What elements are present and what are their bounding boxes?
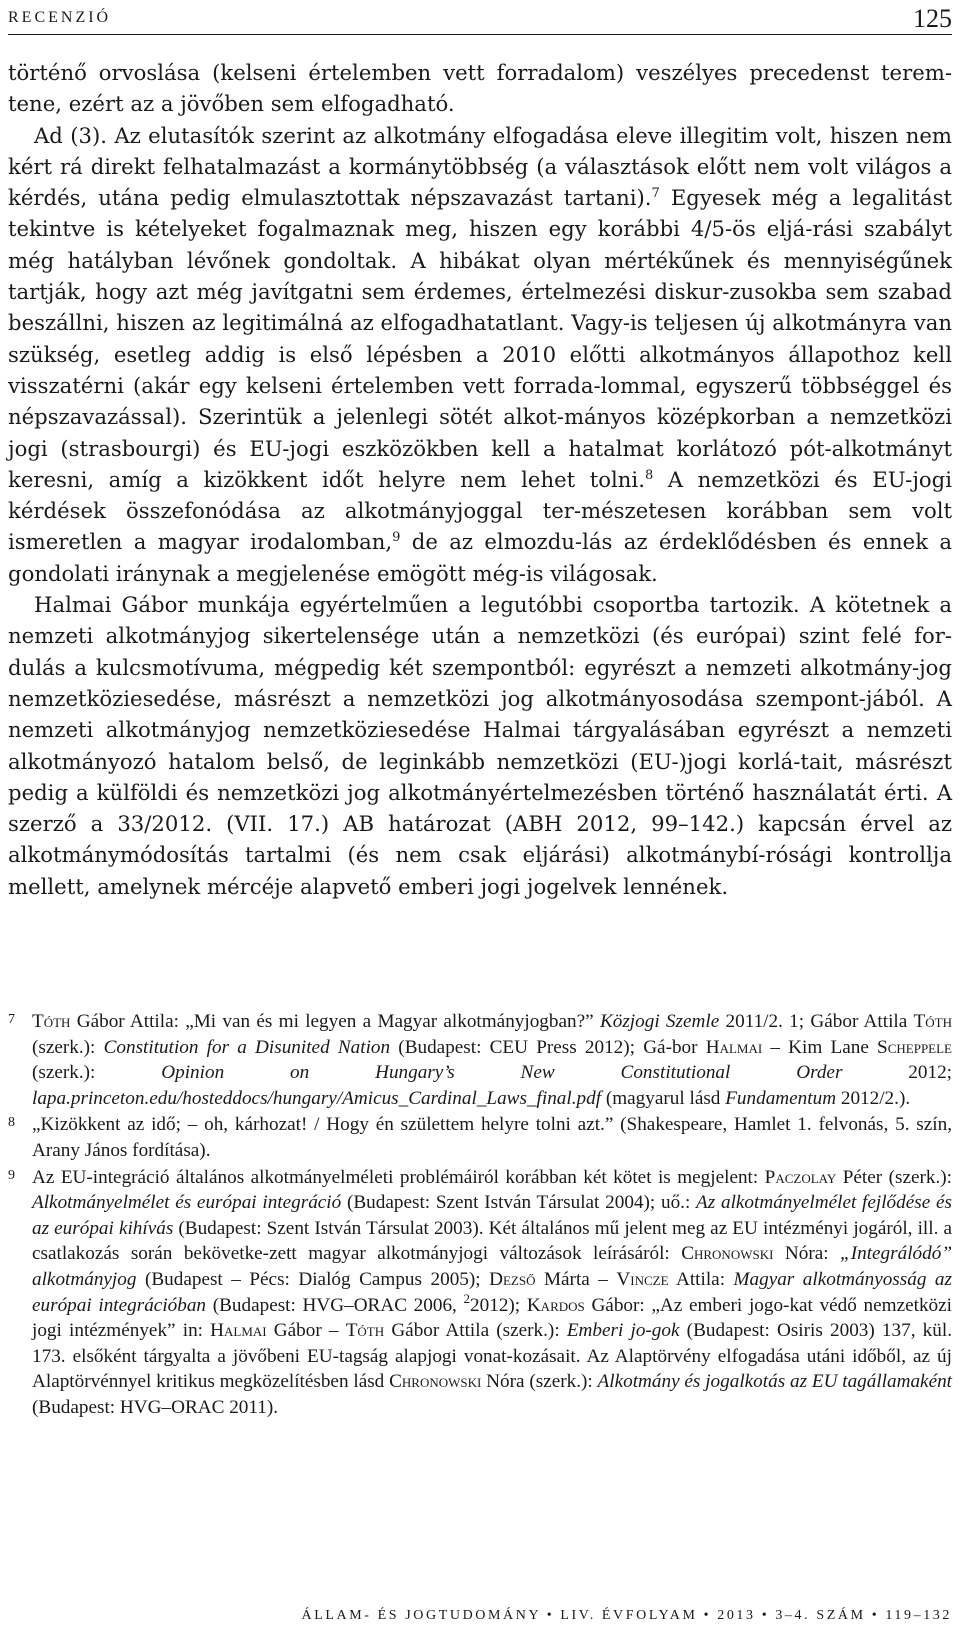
- footnote-9: [8, 1165, 952, 1421]
- footnote-text: Péter (szerk.):: [836, 1166, 952, 1188]
- footnote-text: (szerk.):: [32, 1062, 162, 1084]
- footnote-text: (Budapest: HVG–ORAC 2011).: [32, 1396, 279, 1418]
- footnote-text: 2011/2. 1; Gábor Attila: [719, 1011, 914, 1032]
- book-title: Constitution for a Disunited Nation: [103, 1036, 391, 1058]
- author-name: Tóth: [913, 1011, 952, 1032]
- author-name: Halmai: [210, 1320, 267, 1342]
- footnote-ref-9[interactable]: 9: [392, 530, 401, 546]
- book-title: Az alkotmányelmélet fejlődése és az európai kihívás: [32, 1192, 952, 1239]
- journal-title: Fundamentum: [725, 1087, 837, 1109]
- footnote-text: (Budapest – Pécs: Dialóg Campus 2005);: [136, 1268, 490, 1290]
- footnote-text: (szerk.):: [32, 1036, 104, 1058]
- page-number: 125: [913, 4, 952, 33]
- author-name: Tóth: [345, 1320, 385, 1342]
- footnote-text: Gábor Attila: „Mi van és mi legyen a Magyar alkotmányjogban?”: [70, 1011, 600, 1032]
- paragraph-2-part-a: Ad (3). Az elutasítók szerint az alkotmány elfogadása eleve illegitim volt, hiszen nem kért rá direkt felhatalmazást a kormánytöbbség (a választások előtt nem volt világos a kérdés, utána pedig elmulasztottak népszavazást tartani).: [8, 122, 952, 211]
- url-link[interactable]: lapa.princeton.edu/hosteddocs/hungary/Amicus_Cardinal_Laws_final.pdf: [32, 1087, 602, 1109]
- author-name: Chronowski: [389, 1371, 482, 1393]
- footnote-text: Attila:: [668, 1268, 734, 1290]
- footnote-text: (Budapest: Szent István Társulat 2003). Két általános mű jelent meg az EU intézményi jogáról, ill. a csatlakozás során bekövetke-zett magyar alkotmányjogi változások leírásáról:: [32, 1217, 952, 1265]
- footnote-text: Nóra:: [773, 1243, 841, 1265]
- footnote-8: [8, 1112, 952, 1163]
- journal-title: Közjogi Szemle: [599, 1011, 720, 1032]
- book-title: Emberi jo-gok: [566, 1320, 680, 1342]
- book-title: Magyar alkotmányosság az európai integrációban: [32, 1268, 952, 1316]
- running-header: [8, 4, 952, 35]
- footnote-text: 2012/2.).: [836, 1087, 911, 1109]
- author-name: Kardos: [526, 1294, 585, 1316]
- footnote-text: (Budapest: HVG–ORAC 2006,: [206, 1294, 464, 1316]
- book-title: „Integrálódó” alkotmányjog: [32, 1243, 952, 1290]
- footnote-number: 9: [8, 1167, 15, 1183]
- footnote-text: Márta –: [535, 1268, 617, 1290]
- footnote-text: 2012;: [842, 1062, 952, 1084]
- footnote-text: Gábor –: [266, 1320, 346, 1342]
- paragraph-2-part-b: Egyesek még a legalitást tekintve is kételyeket fogalmaznak meg, hiszen egy korábbi 4/5-ös eljá-rási szabályt még hatályban lévőnek gondoltak. A hibákat olyan mértékűnek és mennyiségűnek tartják, hogy azt még javítgatni sem érdemes, értelmezési diskur-zusokba sem szabad beszállni, hiszen az legitimálná az elfogadhatatlant. Vagy-is teljesen új alkotmányra van szükség, esetleg addig is első lépésben a 2010 előtti alkotmányos állapothoz kell visszatérni (akár egy kelseni értelemben vett forrada-lommal, egyszerű többséggel és népszavazással). Szerintük a jelenlegi sötét alkot-mányos középkorban a nemzetközi jogi (strasbourgi) és EU-jogi eszközökben kell a hatalmat korlátozó pót-alkotmányt keresni, amíg a kizökkent időt helyre nem lehet tolni.: [8, 185, 952, 492]
- main-text: [8, 57, 952, 902]
- running-footer: ÁLLAM- ÉS JOGTUDOMÁNY • LIV. ÉVFOLYAM • 2013 • 3–4. SZÁM • 119–132: [301, 1608, 952, 1623]
- footnote-ref-7[interactable]: 7: [651, 186, 660, 202]
- footnote-text: (Budapest: Osiris 2003) 137, kül. 173. elsőként tárgyalta a jövőbeni EU-tagság alapjogi vonat-kozásait. Az Alaptörvény elfogadása utáni időből, az új Alaptörvénnyel kritikus megközelítésben lásd: [32, 1320, 953, 1393]
- footnote-text: Az EU-integráció általános alkotmányelméleti problémáiról korábban két kötet is megjelent:: [32, 1166, 765, 1188]
- footnote-ref-8[interactable]: 8: [644, 467, 654, 483]
- footnote-number: 8: [8, 1115, 15, 1131]
- footnote-number: 7: [8, 1012, 15, 1027]
- paragraph-3: Halmai Gábor munkája egyértelműen a legutóbbi csoportba tartozik. A kötetnek a nemzeti alkotmányjog sikertelensége után a nemzetközi (és európai) szint felé for-dulás a kulcsmotívuma, mégpedig két szempontból: egyrészt a nemzeti alkotmány-jog nemzetköziesedése, másrészt a nemzetközi jog alkotmányosodása szempont-jából. A nemzeti alkotmányjog nemzetköziesedése Halmai tárgyalásában egyrészt a nemzeti alkotmányozó hatalom belső, de leginkább nemzetközi (EU-)jogi korlá-tait, másrészt pedig a külföldi és nemzetközi jog alkotmányértelmezésben történő használatát érti. A szerző a 33/2012. (VII. 17.) AB határozat (ABH 2012, 99–142.) kapcsán érvel az alkotmánymódosítás tartalmi (és nem csak eljárási) alkotmánybí-rósági kontrollja mellett, amelynek mércéje alapvető emberi jogi jogelvek lennének.: [8, 592, 952, 899]
- section-title: RECENZIÓ: [8, 9, 112, 26]
- author-name: Vincze: [616, 1268, 669, 1290]
- paragraph-2: [8, 120, 952, 589]
- book-title: Alkotmányelmélet és európai integráció: [32, 1192, 342, 1214]
- footnote-text: (magyarul lásd: [601, 1087, 726, 1109]
- author-name: Halmai: [705, 1036, 763, 1058]
- paragraph-2-part-d: de az elmozdu-lás az érdeklődésben és ennek a gondolati iránynak a megjelenése emögött még-is világosak.: [8, 529, 953, 586]
- book-title: Opinion on Hungary’s New Constitutional Order: [161, 1062, 843, 1084]
- book-title: Alkotmány és jogalkotás az EU tagállamaként: [597, 1371, 953, 1393]
- author-name: Scheppele: [877, 1036, 953, 1058]
- paragraph-1: történő orvoslása (kelseni értelemben vett forradalom) veszélyes precedenst terem-tene, ezért az a jövőben sem elfogadható.: [8, 60, 952, 117]
- author-name: Tóth: [32, 1011, 71, 1032]
- edition-superscript: 2: [463, 1290, 471, 1306]
- paragraph-2-part-c: A nemzetközi és EU-jogi kérdések összefonódása az alkotmányjoggal ter-mészetesen korábban sem volt ismeretlen a magyar irodalomban,: [8, 466, 953, 555]
- author-name: Dezső: [489, 1268, 536, 1290]
- footnotes: [8, 1009, 952, 1422]
- footnote-text: Gábor: „Az emberi jogo-kat védő nemzetközi jogi intézmények” in:: [32, 1294, 952, 1342]
- footnote-7: [8, 1009, 952, 1111]
- footnote-text: (Budapest: Szent István Társulat 2004); uő.:: [341, 1192, 697, 1214]
- footnote-text: 2012);: [470, 1294, 527, 1316]
- footnote-text: (Budapest: CEU Press 2012); Gá-bor: [390, 1036, 706, 1058]
- author-name: Chronowski: [681, 1243, 774, 1265]
- footnote-text: – Kim Lane: [762, 1036, 878, 1058]
- footnote-text: Gábor Attila (szerk.):: [384, 1320, 567, 1342]
- footnote-text: „Kizökkent az idő; – oh, kárhozat! / Hogy én születtem helyre tolni azt.” (Shakespeare, Hamlet 1. felvonás, 5. szín, Arany János fordítása).: [32, 1114, 952, 1161]
- footnote-text: Nóra (szerk.):: [481, 1371, 598, 1393]
- author-name: Paczolay: [764, 1166, 837, 1188]
